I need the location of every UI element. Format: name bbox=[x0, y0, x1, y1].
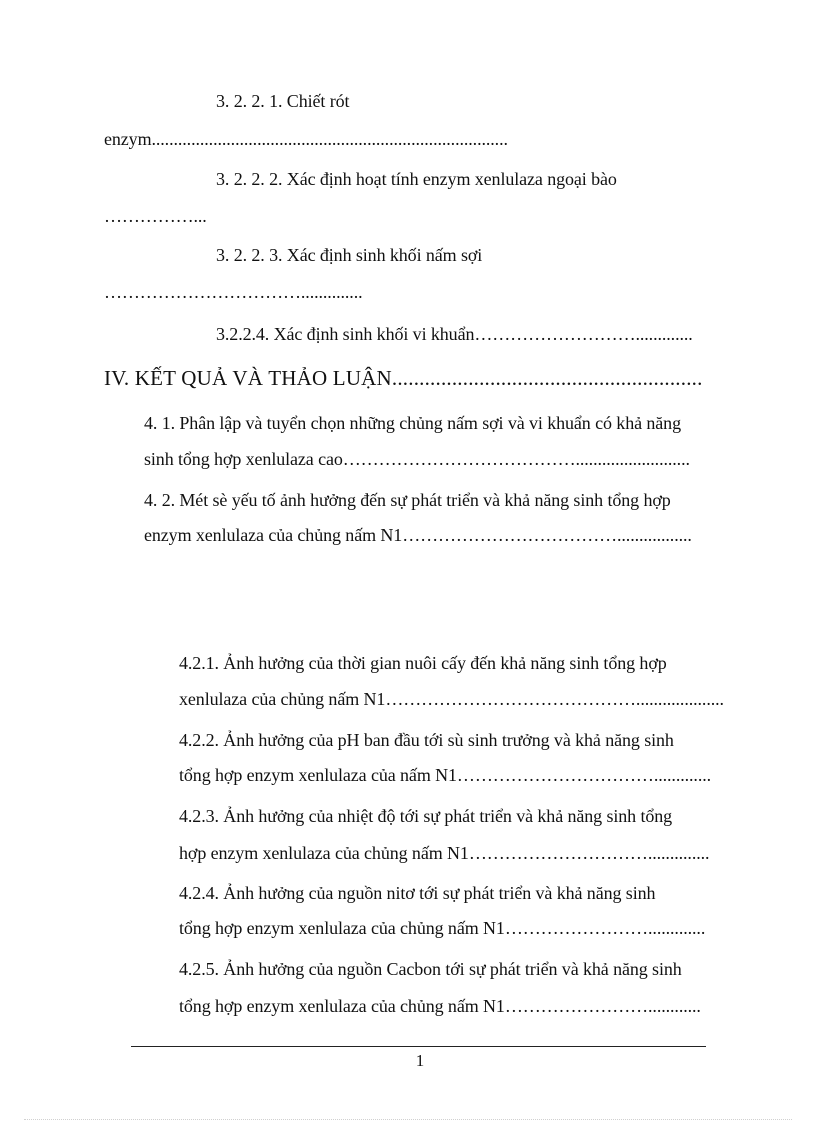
toc-424-line2: tổng hợp enzym xenlulaza của chủng nấm N1……………………............. bbox=[179, 918, 706, 938]
page-bottom-border bbox=[24, 1119, 792, 1120]
toc-3222-continuation: ……………... bbox=[104, 206, 207, 226]
toc-423-line1: 4.2.3. Ảnh hưởng của nhiệt độ tới sự phát triển và khả năng sinh tổng bbox=[179, 806, 673, 826]
toc-3221-continuation: enzym................................................................................. bbox=[104, 129, 508, 149]
toc-422-line2: tổng hợp enzym xenlulaza của nấm N1……………………………............. bbox=[179, 765, 712, 785]
toc-3222-title: 3. 2. 2. 2. Xác định hoạt tính enzym xenlulaza ngoại bào bbox=[216, 169, 617, 189]
toc-425-line1: 4.2.5. Ảnh hưởng của nguồn Cacbon tới sự phát triển và khả năng sinh bbox=[179, 959, 682, 979]
toc-421-line1: 4.2.1. Ảnh hưởng của thời gian nuôi cấy đến khả năng sinh tổng hợp bbox=[179, 653, 667, 673]
toc-3223-title: 3. 2. 2. 3. Xác định sinh khối nấm sợi bbox=[216, 245, 483, 265]
toc-422-line1: 4.2.2. Ảnh hưởng của pH ban đầu tới sù sinh trưởng và khả năng sinh bbox=[179, 730, 674, 750]
toc-section-4-heading: IV. KẾT QUẢ VÀ THẢO LUẬN......................................................... bbox=[104, 366, 703, 390]
footer-rule bbox=[131, 1046, 706, 1047]
toc-3223-continuation: …………………………….............. bbox=[104, 282, 363, 302]
toc-3221-title: 3. 2. 2. 1. Chiết rót bbox=[216, 91, 350, 111]
toc-421-line2: xenlulaza của chủng nấm N1…………………………………….................... bbox=[179, 689, 724, 709]
toc-425-line2: tổng hợp enzym xenlulaza của chủng nấm N1……………………............ bbox=[179, 996, 701, 1016]
toc-424-line1: 4.2.4. Ảnh hưởng của nguồn nitơ tới sự phát triển và khả năng sinh bbox=[179, 883, 656, 903]
toc-41-line1: 4. 1. Phân lập và tuyển chọn những chủng nấm sợi và vi khuẩn có khả năng bbox=[144, 413, 681, 433]
toc-42-line1: 4. 2. Mét sè yếu tố ảnh hưởng đến sự phát triển và khả năng sinh tổng hợp bbox=[144, 490, 671, 510]
toc-42-line2: enzym xenlulaza của chủng nấm N1………………………………................. bbox=[144, 525, 692, 545]
page-number: 1 bbox=[415, 1051, 425, 1070]
toc-423-line2: hợp enzym xenlulaza của chủng nấm N1………………………….............. bbox=[179, 843, 710, 863]
toc-3224: 3.2.2.4. Xác định sinh khối vi khuẩn………………………............. bbox=[216, 324, 693, 344]
toc-41-line2: sinh tổng hợp xenlulaza cao………………………………….......................... bbox=[144, 449, 690, 469]
